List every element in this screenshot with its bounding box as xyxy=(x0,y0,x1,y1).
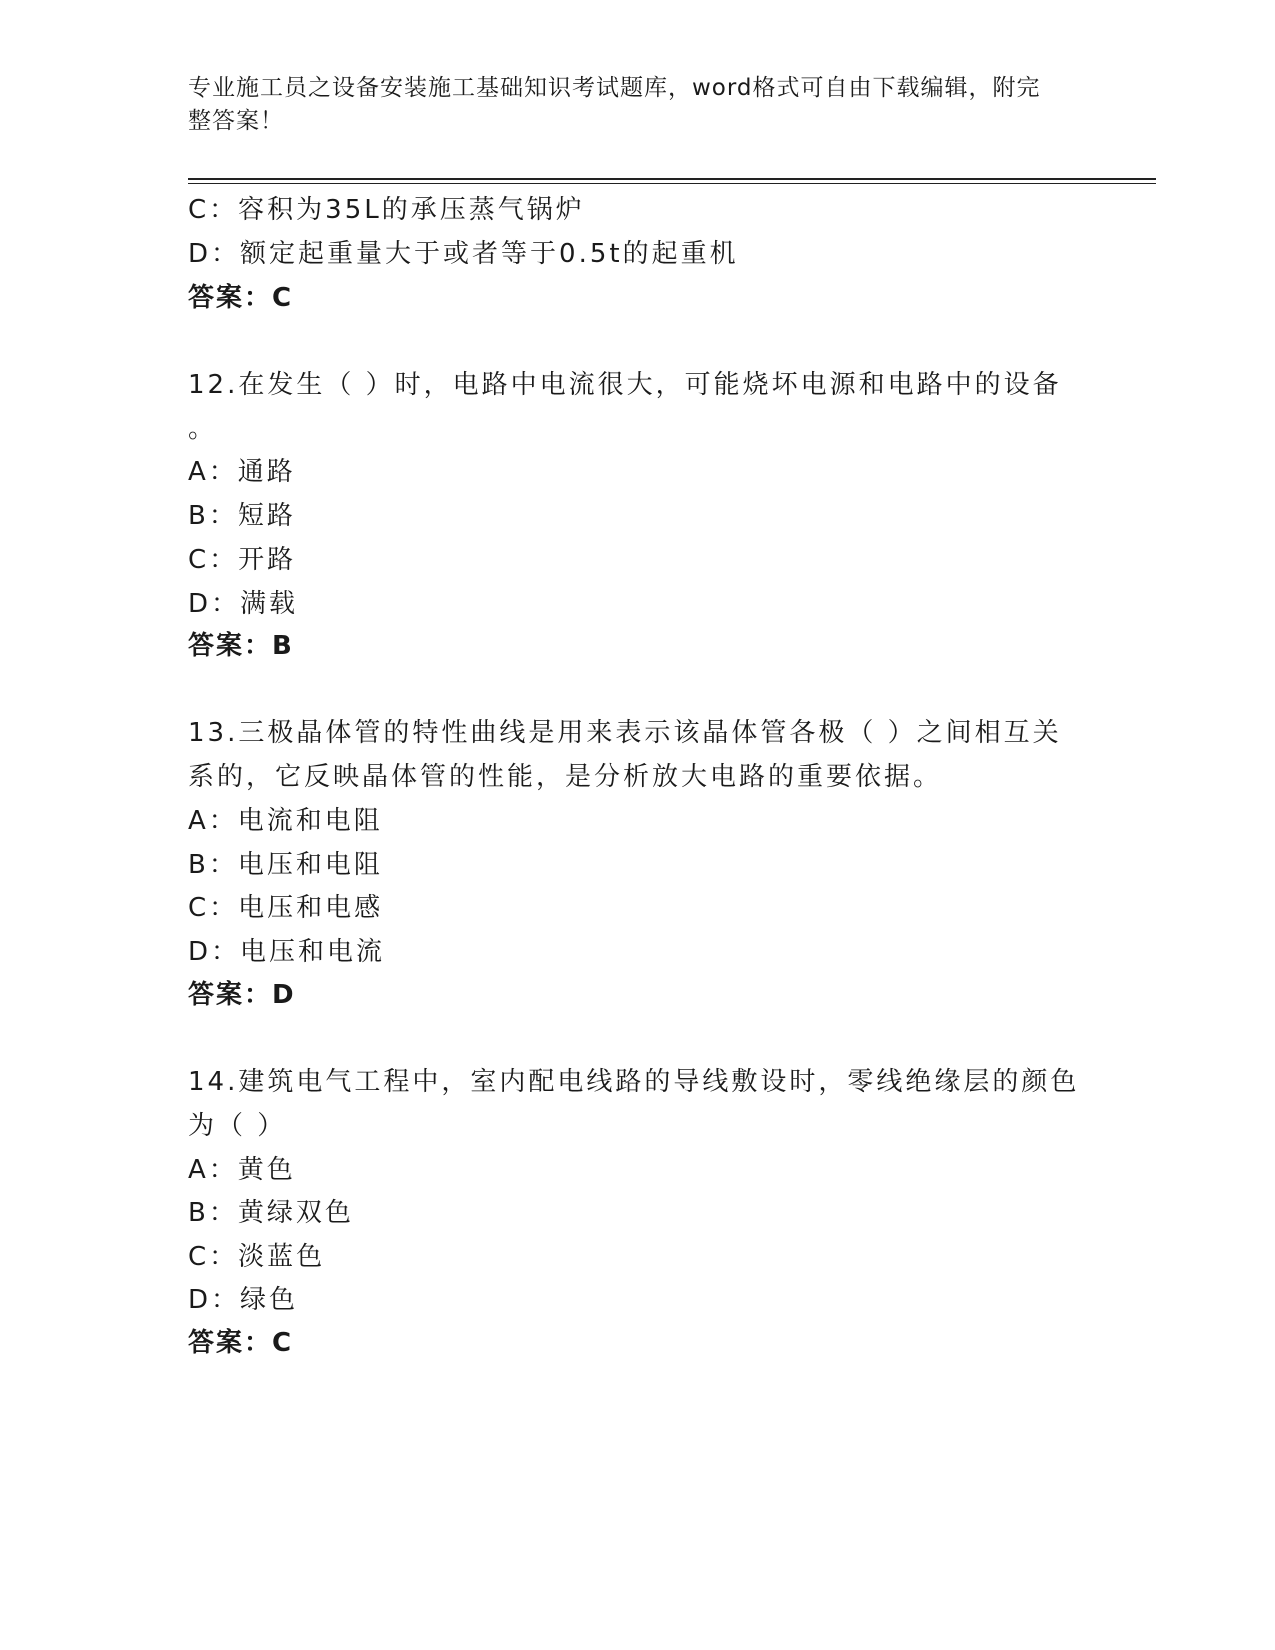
q13-stem-line-1: 13.三极晶体管的特性曲线是用来表示该晶体管各极（ ）之间相互关 xyxy=(188,718,1062,748)
q12-answer: 答案：B xyxy=(188,631,294,661)
q12-option-a: A：通路 xyxy=(188,457,296,487)
q11-option-c: C：容积为35L的承压蒸气锅炉 xyxy=(188,195,585,225)
q14-option-d: D：绿色 xyxy=(188,1285,299,1315)
q14-stem-line-2: 为（ ） xyxy=(188,1111,287,1141)
q12-option-c: C：开路 xyxy=(188,545,297,575)
q14-option-c: C：淡蓝色 xyxy=(188,1242,326,1272)
q13-option-b: B：电压和电阻 xyxy=(188,850,383,880)
q14-option-a: A：黄色 xyxy=(188,1155,296,1185)
q13-answer: 答案：D xyxy=(188,980,296,1010)
header-divider-thick xyxy=(188,178,1156,180)
q11-option-d: D：额定起重量大于或者等于0.5t的起重机 xyxy=(188,239,739,269)
q13-option-a: A：电流和电阻 xyxy=(188,806,383,836)
header-divider-thin xyxy=(188,183,1156,184)
q12-option-d: D：满载 xyxy=(188,589,299,619)
q12-stem-line-2: 。 xyxy=(188,414,218,444)
header-line-2: 整答案！ xyxy=(188,108,284,134)
document-header xyxy=(188,72,1068,138)
q14-stem-line-1: 14.建筑电气工程中，室内配电线路的导线敷设时，零线绝缘层的颜色 xyxy=(188,1067,1080,1097)
q12-stem-line-1: 12.在发生（ ）时，电路中电流很大，可能烧坏电源和电路中的设备 xyxy=(188,370,1062,400)
q13-option-c: C：电压和电感 xyxy=(188,893,384,923)
q11-answer: 答案：C xyxy=(188,283,294,313)
q13-stem-line-2: 系的，它反映晶体管的性能，是分析放大电路的重要依据。 xyxy=(188,762,943,792)
header-line-1: 专业施工员之设备安装施工基础知识考试题库，word格式可自由下载编辑，附完 xyxy=(188,75,1041,101)
q13-option-d: D：电压和电流 xyxy=(188,937,386,967)
q14-option-b: B：黄绿双色 xyxy=(188,1198,354,1228)
q14-answer: 答案：C xyxy=(188,1328,294,1358)
q12-option-b: B：短路 xyxy=(188,501,296,531)
